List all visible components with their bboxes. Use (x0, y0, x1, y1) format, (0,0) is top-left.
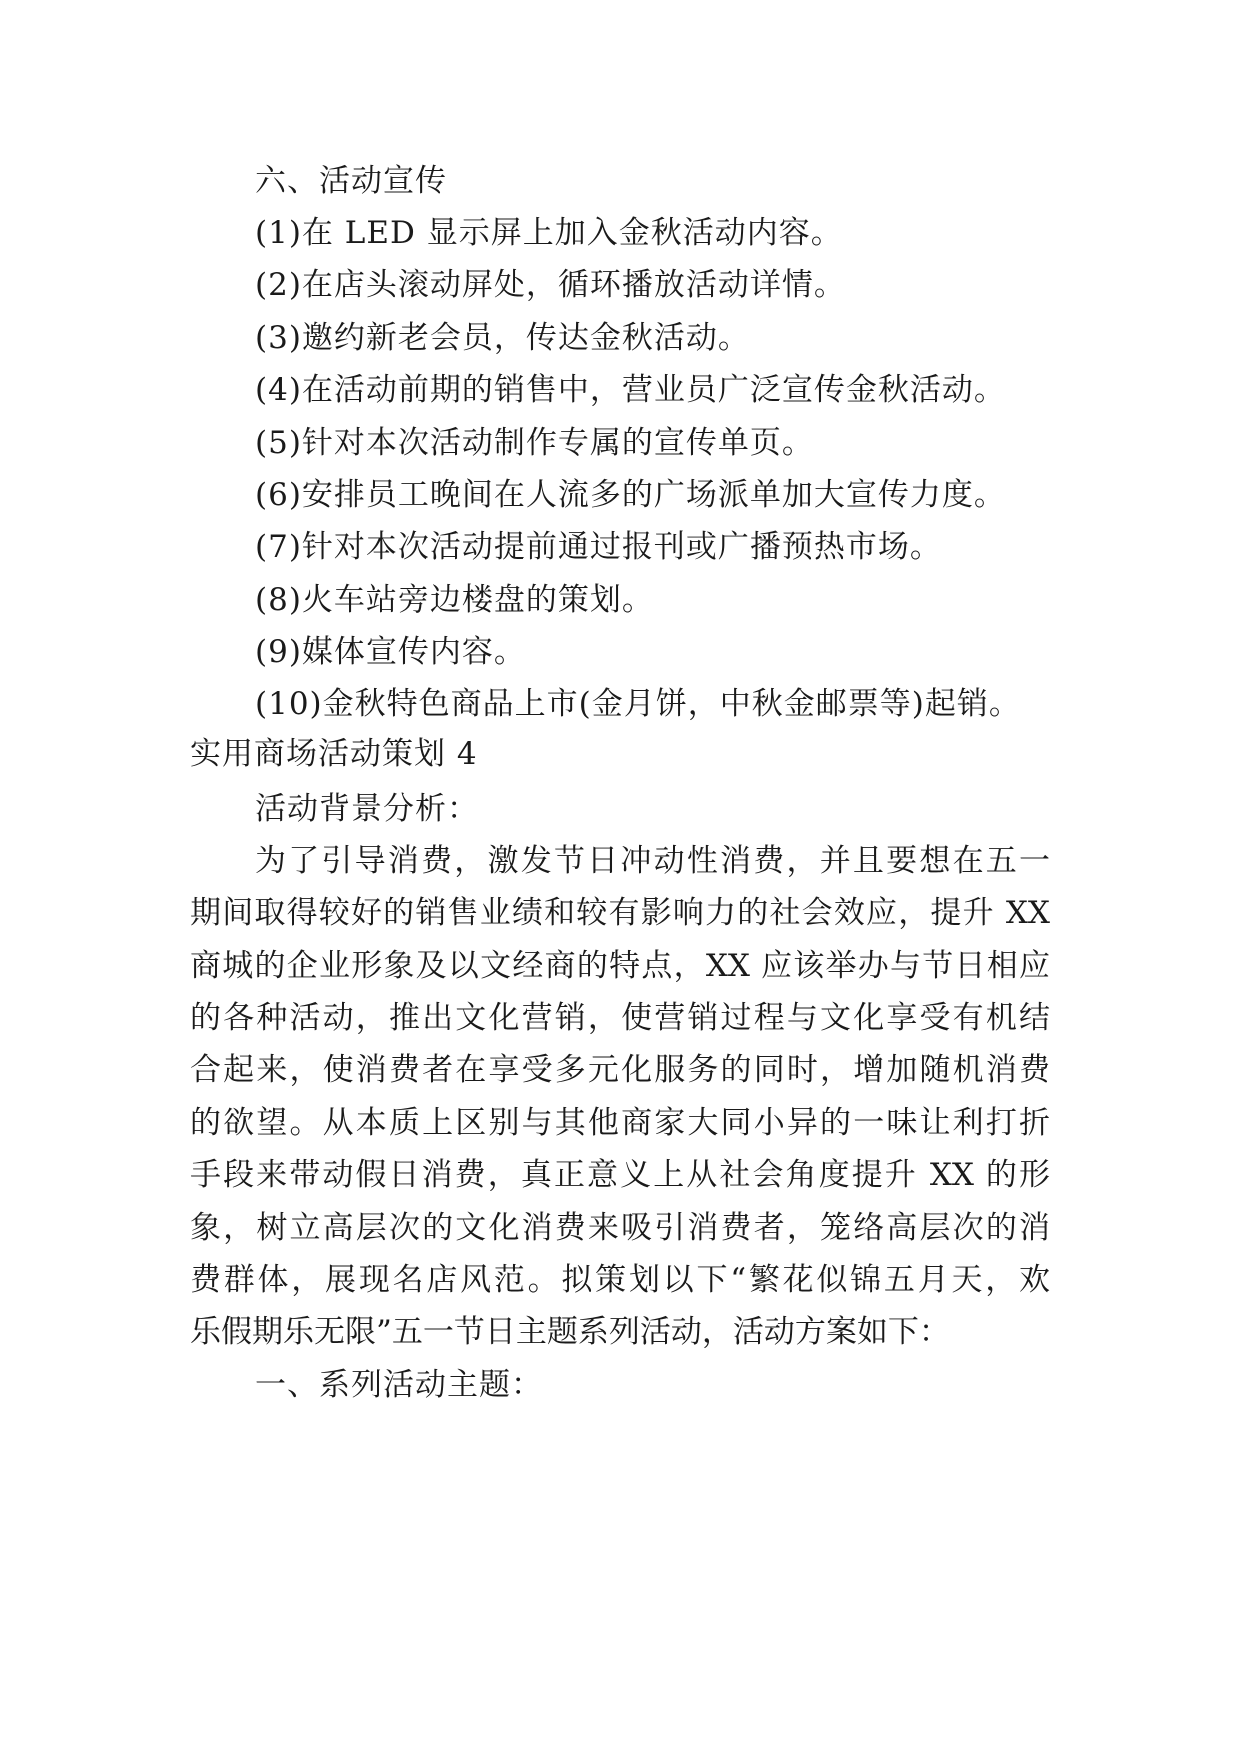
section-heading-publicity: 六、活动宣传 (255, 163, 447, 199)
paragraph-line: 的欲望。从本质上区别与其他商家大同小异的一味让利打折 (190, 1105, 1050, 1141)
list-item: (9)媒体宣传内容。 (255, 634, 526, 670)
section-heading-background: 活动背景分析： (255, 791, 479, 827)
paragraph-line: 费群体，展现名店风范。拟策划以下“繁花似锦五月天，欢 (190, 1262, 1050, 1298)
paragraph-line: 为了引导消费，激发节日冲动性消费，并且要想在五一 (255, 843, 1050, 879)
paragraph-line: 合起来，使消费者在享受多元化服务的同时，增加随机消费 (190, 1052, 1050, 1088)
list-item: (5)针对本次活动制作专属的宣传单页。 (255, 425, 814, 461)
paragraph-line: 象，树立高层次的文化消费来吸引消费者，笼络高层次的消 (190, 1210, 1050, 1246)
list-item: (2)在店头滚动屏处，循环播放活动详情。 (255, 267, 846, 303)
list-item: (4)在活动前期的销售中，营业员广泛宣传金秋活动。 (255, 372, 1006, 408)
paragraph-line: 的各种活动，推出文化营销，使营销过程与文化享受有机结 (190, 1000, 1050, 1036)
paragraph-line: 商城的企业形象及以文经商的特点，XX 应该举办与节日相应 (190, 948, 1050, 984)
paragraph-line: 乐假期乐无限”五一节日主题系列活动，活动方案如下： (190, 1314, 950, 1350)
list-item: (8)火车站旁边楼盘的策划。 (255, 582, 654, 618)
list-item: (6)安排员工晚间在人流多的广场派单加大宣传力度。 (255, 477, 1006, 513)
document-title: 实用商场活动策划 4 (190, 736, 478, 772)
paragraph-line: 手段来带动假日消费，真正意义上从社会角度提升 XX 的形 (190, 1157, 1050, 1193)
list-item: (7)针对本次活动提前通过报刊或广播预热市场。 (255, 529, 942, 565)
list-item: (1)在 LED 显示屏上加入金秋活动内容。 (255, 215, 843, 251)
paragraph-line: 期间取得较好的销售业绩和较有影响力的社会效应，提升 XX (190, 895, 1050, 931)
section-heading-theme: 一、系列活动主题： (255, 1367, 543, 1403)
list-item: (10)金秋特色商品上市(金月饼，中秋金邮票等)起销。 (255, 686, 1021, 722)
list-item: (3)邀约新老会员，传达金秋活动。 (255, 320, 750, 356)
